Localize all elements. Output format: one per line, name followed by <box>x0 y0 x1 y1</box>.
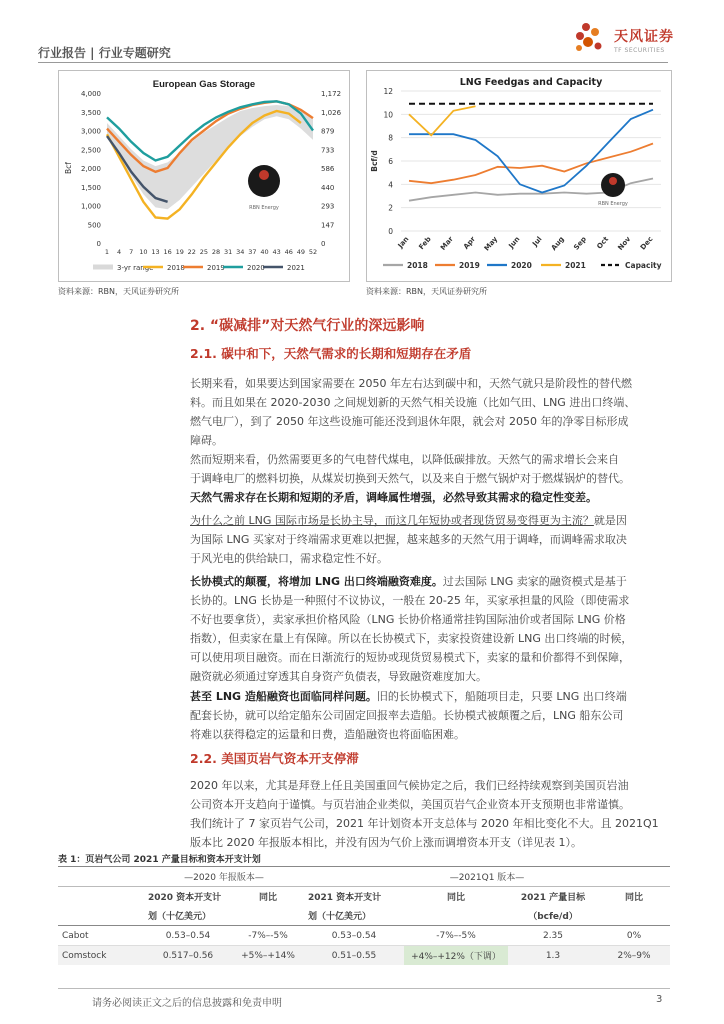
gas-storage-chart-frame <box>58 70 350 282</box>
text-line: 长期来看，如果要达到国家需要在 2050 年左右达到碳中和，天然气就只是阶段性的替代燃 <box>190 377 632 390</box>
y-tick-label: 0 <box>388 227 393 236</box>
text-line: 将难以获得稳定的运量和日费，造船融资也将面临困难。 <box>190 728 465 741</box>
table-title: 表 1：页岩气公司 2021 产量目标和资本开支计划 <box>58 855 261 865</box>
watermark-dot <box>259 170 269 180</box>
x-tick-label: 49 <box>296 248 306 256</box>
y2-tick-label: 733 <box>321 146 335 155</box>
y2-tick-label: 1,172 <box>321 90 342 98</box>
empty-cell <box>404 906 508 926</box>
y2-tick-label: 147 <box>321 221 335 230</box>
col-header-capex2021: 2021 资本开支计 <box>308 893 382 903</box>
legend-label: 2018 <box>407 261 428 270</box>
gas-storage-chart <box>59 71 349 281</box>
text-line: 版本比 2020 年报版本相比，并没有因为气价上涨而调增资本开支（详见表 1）。 <box>190 836 582 849</box>
col-header-yoy: 同比 <box>624 893 643 903</box>
y2-tick-label: 293 <box>321 202 335 211</box>
lng-chart-frame <box>366 70 672 282</box>
table-corner-cell <box>58 906 144 926</box>
text-line: 于调峰电厂的燃料切换，从煤炭切换到天然气，以及来自于燃气锅炉对于燃煤锅炉的替代。 <box>190 472 630 485</box>
y-tick-label: 4,000 <box>80 90 101 98</box>
report-category: 行业报告 | 行业专题研究 <box>38 46 171 60</box>
watermark-dot <box>609 177 617 185</box>
y-axis-label: Bcf/d <box>370 150 379 172</box>
text-line: 我们统计了 7 家页岩气公司，2021 年计划资本开支总体与 2020 年相比变化不大。且 2021Q1 <box>190 817 659 830</box>
yoy3-cell: 0% <box>626 930 642 941</box>
legend-label: 3-yr range <box>117 264 154 272</box>
paragraph-shale-capex <box>190 776 670 852</box>
x-tick-label: 7 <box>129 248 134 256</box>
y-tick-label: 0 <box>96 240 101 248</box>
legend-label: 2020 <box>247 264 265 272</box>
source-note-left: 资料来源：RBN，天风证券研究所 <box>58 287 180 296</box>
bold-lead: 甚至 LNG 造船融资也面临同样问题。 <box>190 690 377 703</box>
production-cell: 1.3 <box>545 950 561 961</box>
text-line: 不好也要拿货），卖家承担价格风险（LNG 长协价格通常挂钩国际油价或者国际 LNG 价格 <box>190 613 626 626</box>
y-tick-label: 2,000 <box>80 165 101 173</box>
section-heading: 2. “碳减排”对天然气行业的深远影响 <box>190 318 425 334</box>
legend-label: 2019 <box>459 261 480 270</box>
table-row <box>58 946 670 966</box>
y2-tick-label: 1,026 <box>321 108 342 117</box>
x-tick-label: Jan <box>396 235 411 250</box>
production-cell: 2.35 <box>542 930 564 941</box>
paragraph-lng-contracts <box>190 511 670 568</box>
footer-disclaimer: 请务必阅读正文之后的信息披露和免责申明 <box>92 998 282 1009</box>
col-header-capex2021-unit: 划（十亿美元） <box>308 912 372 922</box>
text-line <box>190 511 670 530</box>
text-line: 障碍。 <box>190 434 223 447</box>
underlined-question: 为什么之前 LNG 国际市场是长协主导，而这几年短协或者现货贸易变得更为主流？ <box>190 514 594 527</box>
x-tick-label: 52 <box>308 248 318 256</box>
x-tick-label: 34 <box>236 248 245 256</box>
watermark-label: RBN Energy <box>249 205 279 211</box>
yoy2-cell-highlight: +4%–+12%（下调） <box>404 946 508 966</box>
bold-conclusion: 天然气需求存在长期和短期的矛盾，调峰属性增强，必然导致其需求的稳定性变差。 <box>190 491 597 504</box>
y-tick-label: 2,500 <box>80 146 101 155</box>
text-line: 为国际 LNG 买家对于终端需求更难以把握，越来越多的天然气用于调峰，而调峰需求取决 <box>190 533 627 546</box>
col-header-yoy: 同比 <box>446 893 465 903</box>
text-line: 指数），但卖家在量上有保障。所以在长协模式下，卖家投资建设新 LNG 出口终端的时候， <box>190 632 633 645</box>
capex2021-cell: 0.53–0.54 <box>331 930 377 941</box>
legend-label: 2021 <box>565 261 586 270</box>
page-number: 3 <box>656 994 663 1005</box>
x-tick-label: Jul <box>531 235 544 248</box>
x-tick-label: Apr <box>462 235 478 251</box>
legend-label: 2020 <box>511 261 532 270</box>
text-line: 然而短期来看，仍然需要更多的气电替代煤电，以降低碳排放。天然气的需求增长会来自 <box>190 453 619 466</box>
empty-cell <box>598 906 670 926</box>
y-axis-label: Bcf <box>64 162 73 174</box>
capex2021-cell: 0.51–0.55 <box>331 950 377 961</box>
capex2020-cell: 0.517–0.56 <box>162 950 214 961</box>
y-tick-label: 10 <box>383 110 393 120</box>
group-2021q1-header: —2021Q1 版本— <box>449 873 525 883</box>
source-note-right: 资料来源：RBN，天风证券研究所 <box>366 287 488 296</box>
text-line: 融资就必须通过穿透其自身资产负债表，导致融资难度加大。 <box>190 670 487 683</box>
x-tick-label: Aug <box>549 235 566 253</box>
x-tick-label: 46 <box>284 248 293 256</box>
legend-label: 2018 <box>167 264 185 272</box>
paragraph-terminal-financing <box>190 572 670 686</box>
text-fragment: 旧的长协模式下，船随项目走，只要 LNG 出口终端 <box>376 690 627 703</box>
empty-cell <box>232 906 304 926</box>
x-tick-label: Oct <box>595 235 611 251</box>
capex-table <box>58 866 670 965</box>
x-tick-label: 16 <box>163 248 172 256</box>
text-line: 于风光电的供给缺口，需求稳定性不好。 <box>190 552 388 565</box>
y-tick-label: 6 <box>388 157 393 166</box>
x-tick-label: 25 <box>199 248 209 256</box>
x-tick-label: May <box>482 235 500 253</box>
text-line: 2020 年以来，尤其是拜登上任且美国重回气候协定之后，我们已经持续观察到美国页岩油 <box>190 779 629 792</box>
rbn-watermark <box>598 173 628 207</box>
legend-label: 2019 <box>207 264 225 272</box>
x-tick-label: 10 <box>139 248 148 256</box>
table-corner-cell <box>58 887 144 907</box>
table-group-header <box>58 867 670 887</box>
table-header-row-2 <box>58 906 670 926</box>
x-tick-label: 13 <box>151 248 160 256</box>
brand-name: 天风证券 <box>614 29 674 45</box>
text-line: 可以使用项目融资。而在日渐流行的短协或现货贸易模式下，卖家的量和价都得不到保障， <box>190 651 630 664</box>
col-header-production: 2021 产量目标 <box>520 893 586 903</box>
y2-tick-label: 0 <box>321 240 326 248</box>
x-tick-label: 31 <box>224 248 233 256</box>
col-header-capex2020-unit: 划（十亿美元） <box>148 912 212 922</box>
y2-tick-label: 440 <box>321 183 335 192</box>
text-line-bold <box>190 488 670 507</box>
legend-label: Capacity <box>625 261 662 270</box>
table-corner-cell <box>58 867 144 887</box>
company-cell: Cabot <box>62 930 89 941</box>
x-tick-label: 22 <box>187 248 196 256</box>
subsection-heading-2-2: 2.2. 美国页岩气资本开支停滞 <box>190 751 359 766</box>
header-divider <box>38 62 668 63</box>
footer-divider <box>58 988 670 989</box>
lng-feedgas-chart <box>367 71 671 281</box>
chart-title: LNG Feedgas and Capacity <box>459 77 603 88</box>
tf-logo-icon <box>570 20 614 60</box>
y-tick-label: 2 <box>388 203 393 213</box>
series-line-2021 <box>409 106 476 135</box>
x-tick-label: Sep <box>572 235 588 252</box>
paragraph-long-term <box>190 374 670 450</box>
y-tick-label: 500 <box>87 221 101 230</box>
y-tick-label: 1,000 <box>80 202 101 211</box>
x-tick-label: 28 <box>211 248 221 256</box>
y-tick-label: 3,000 <box>80 127 101 136</box>
x-tick-label: Feb <box>417 235 433 252</box>
text-line <box>190 687 670 706</box>
yoy2-cell: -7%–-5% <box>436 930 476 941</box>
text-fragment: 过去国际 LNG 卖家的融资模式是基于 <box>442 575 627 588</box>
legend-label: 2021 <box>287 264 305 272</box>
company-cell: Comstock <box>62 950 107 961</box>
x-tick-label: Nov <box>616 235 633 252</box>
subsection-heading-2-1: 2.1. 碳中和下，天然气需求的长期和短期存在矛盾 <box>190 346 472 361</box>
yoy3-cell: 2%–9% <box>617 950 651 961</box>
y-tick-label: 1,500 <box>80 183 101 192</box>
text-line: 公司资本开支趋向于谨慎。与页岩油企业类似，美国页岩气企业资本开支预期也非常谨慎。 <box>190 798 630 811</box>
table-row <box>58 926 670 946</box>
paragraph-ship-financing <box>190 687 670 744</box>
x-tick-label: 40 <box>260 248 269 256</box>
y-tick-label: 12 <box>383 87 393 96</box>
text-fragment: 就是因 <box>593 514 627 527</box>
bold-lead: 长协模式的颠覆，将增加 LNG 出口终端融资难度。 <box>190 575 443 588</box>
chart-title: European Gas Storage <box>152 79 256 90</box>
col-header-capex2020: 2020 资本开支计 <box>148 893 222 903</box>
text-line: 料。而且如果在 2020-2030 之间规划新的天然气相关设施（比如气田、LNG 进出口终端、 <box>190 396 636 409</box>
x-tick-label: 43 <box>272 248 281 256</box>
x-tick-label: Mar <box>439 235 455 252</box>
x-tick-label: 1 <box>104 248 110 256</box>
y2-tick-label: 586 <box>321 165 335 173</box>
x-tick-label: 37 <box>248 248 257 256</box>
text-line <box>190 572 670 591</box>
paragraph-short-term <box>190 450 670 507</box>
brand-subtitle: TF SECURITIES <box>614 47 665 54</box>
x-tick-label: Dec <box>638 235 655 252</box>
group-2020-header: —2020 年报版本— <box>184 873 264 883</box>
text-line: 长协的。LNG 长协是一种照付不议协议，一般在 20-25 年，买家承担量的风险（即使需求 <box>190 594 630 607</box>
yoy1-cell: -7%–-5% <box>248 930 288 941</box>
y-tick-label: 8 <box>388 133 393 143</box>
col-header-production-unit: （bcfe/d） <box>528 912 578 922</box>
y-tick-label: 3,500 <box>80 108 101 117</box>
rbn-watermark <box>248 165 280 211</box>
x-tick-label: 4 <box>117 248 122 256</box>
col-header-yoy: 同比 <box>258 893 277 903</box>
x-tick-label: Jun <box>507 235 522 250</box>
y2-tick-label: 879 <box>321 127 335 136</box>
capex2020-cell: 0.53–0.54 <box>165 930 211 941</box>
yoy1-cell: +5%–+14% <box>241 950 295 961</box>
watermark-mark <box>248 165 280 197</box>
y-tick-label: 4 <box>388 180 393 190</box>
text-line: 配套长协，就可以给定船东公司固定回报率去造船。长协模式被颠覆之后，LNG 船东公司 <box>190 709 624 722</box>
text-line: 燃气电厂），到了 2050 年这些设施可能还没到退休年限，就会对 2050 年的净零目标形成 <box>190 415 629 428</box>
watermark-label: RBN Energy <box>598 201 628 207</box>
table-header-row <box>58 887 670 907</box>
x-tick-label: 19 <box>175 248 184 256</box>
